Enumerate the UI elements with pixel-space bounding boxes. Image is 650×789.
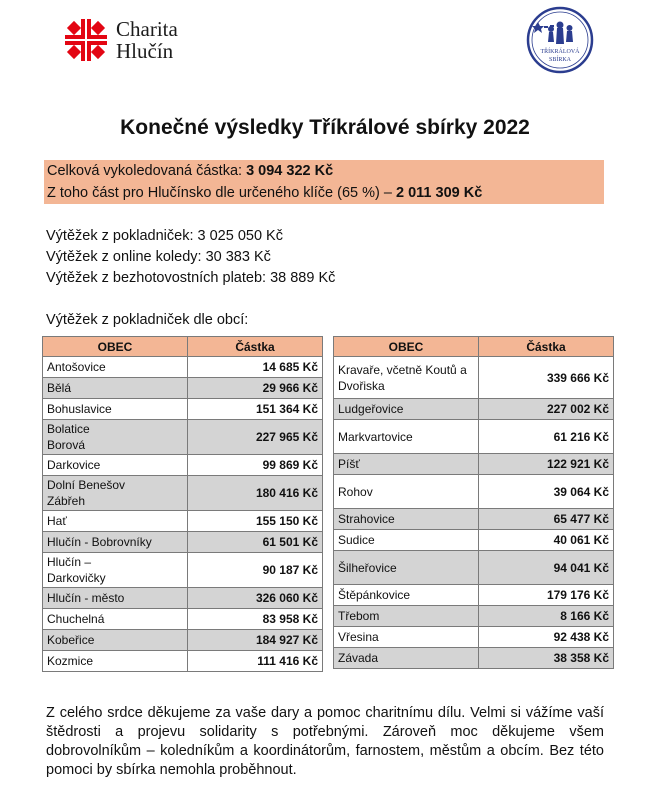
table-row [43,553,323,588]
table-row [43,378,323,399]
municipality-name: Štěpánkovice [334,585,479,606]
thank-you-paragraph: Z celého srdce děkujeme za vaše dary a pomoc charitnímu dílu. Velmi si vážíme vaší štědrosti a projevu solidarity s potřebnými. Zároveň moc děkujeme všem dobrovolníkům – koledníkům a koordinátorům, farnostem, městům a obcím. Bez této pomoci by sbírka nemohla proběhnout. [46,705,604,778]
municipality-amount: 94 041 Kč [479,551,614,585]
municipality-amount: 326 060 Kč [188,588,323,609]
table-header-row [43,337,323,357]
municipality-amount: 38 358 Kč [479,648,614,669]
table-row [43,455,323,476]
table-row [43,420,323,455]
table-row [334,475,614,509]
municipality-amount: 39 064 Kč [479,475,614,509]
table-row [43,630,323,651]
municipality-name: Chuchelná [43,609,188,630]
municipality-amount: 14 685 Kč [188,357,323,378]
table-row [334,627,614,648]
municipality-amount: 8 166 Kč [479,606,614,627]
charita-cross-icon [64,18,108,62]
municipality-name: Darkovice [43,455,188,476]
municipality-name: Kozmice [43,651,188,672]
municipality-name: Antošovice [43,357,188,378]
stat-cash-boxes: Výtěžek z pokladniček: 3 025 050 Kč [46,228,283,244]
municipality-amount: 61 501 Kč [188,532,323,553]
municipality-name: Markvartovice [334,420,479,454]
total-share-value: 2 011 309 Kč [395,185,483,201]
header-obec: OBEC [43,337,188,357]
municipality-name: Sudice [334,530,479,551]
header-castka: Částka [188,337,323,357]
municipality-name: Hlučín – Darkovičky [43,553,188,588]
municipalities-subheading: Výtěžek z pokladniček dle obcí: [46,312,249,328]
logo-line-1: Charita [116,17,178,41]
trikralova-sbirka-seal-icon [526,6,594,74]
municipality-table-left [42,336,323,672]
municipality-name: Vřesina [334,627,479,648]
municipality-amount: 179 176 Kč [479,585,614,606]
table-row [43,588,323,609]
municipality-name: Závada [334,648,479,669]
table-row [43,399,323,420]
municipality-name: Bolatice Borová [43,420,188,455]
table-row [334,551,614,585]
municipality-amount: 151 364 Kč [188,399,323,420]
total-collected-label: Celková vykoledovaná částka: [47,163,247,179]
municipality-name: Strahovice [334,509,479,530]
municipality-name: Bohuslavice [43,399,188,420]
municipality-amount: 65 477 Kč [479,509,614,530]
municipality-name: Rohov [334,475,479,509]
municipality-name: Bělá [43,378,188,399]
municipality-amount: 40 061 Kč [479,530,614,551]
header-castka: Částka [479,337,614,357]
municipality-amount: 180 416 Kč [188,476,323,511]
total-share [44,182,604,204]
table-row [334,509,614,530]
municipality-name: Šilheřovice [334,551,479,585]
municipality-amount: 122 921 Kč [479,454,614,475]
municipality-amount: 227 002 Kč [479,399,614,420]
total-collected-value: 3 094 322 Kč [246,163,334,179]
table-row [43,609,323,630]
total-share-label: Z toho část pro Hlučínsko dle určeného klíče (65 %) – [47,185,396,201]
municipality-amount: 184 927 Kč [188,630,323,651]
municipality-name: Píšť [334,454,479,475]
municipality-amount: 155 150 Kč [188,511,323,532]
municipality-name: Hlučín - město [43,588,188,609]
totals-box [44,160,604,204]
stat-cashless: Výtěžek z bezhotovostních plateb: 38 889 Kč [46,270,336,286]
yield-stats [46,226,335,289]
table-header-row [334,337,614,357]
table-row [334,420,614,454]
municipality-amount: 99 869 Kč [188,455,323,476]
municipality-table-right [333,336,614,669]
total-collected [44,160,604,182]
municipality-amount: 83 958 Kč [188,609,323,630]
table-row [43,532,323,553]
municipality-amount: 90 187 Kč [188,553,323,588]
table-row [334,357,614,399]
table-row [43,476,323,511]
municipality-amount: 61 216 Kč [479,420,614,454]
logo-line-2: Hlučín [116,39,174,63]
municipality-name: Kravaře, včetně Koutů a Dvořiska [334,357,479,399]
municipality-name: Dolní Benešov Zábřeh [43,476,188,511]
municipality-name: Hať [43,511,188,532]
table-row [334,530,614,551]
municipality-amount: 227 965 Kč [188,420,323,455]
municipality-name: Kobeřice [43,630,188,651]
seal-line-2: SBÍRKA [548,57,572,63]
charita-logo [64,16,204,66]
table-row [334,585,614,606]
table-row [334,606,614,627]
table-row [43,651,323,672]
page-title: Konečné výsledky Tříkrálové sbírky 2022 [120,116,530,139]
table-row [334,648,614,669]
table-row [334,399,614,420]
municipality-amount: 92 438 Kč [479,627,614,648]
seal-line-1: TŘÍKRÁLOVÁ [540,49,580,55]
municipality-name: Třebom [334,606,479,627]
municipality-name: Hlučín - Bobrovníky [43,532,188,553]
table-row [43,511,323,532]
municipality-amount: 111 416 Kč [188,651,323,672]
municipality-amount: 29 966 Kč [188,378,323,399]
header-obec: OBEC [334,337,479,357]
charita-logo-text [116,18,178,62]
municipality-name: Ludgeřovice [334,399,479,420]
municipality-amount: 339 666 Kč [479,357,614,399]
stat-online: Výtěžek z online koledy: 30 383 Kč [46,249,271,265]
table-row [334,454,614,475]
table-row [43,357,323,378]
